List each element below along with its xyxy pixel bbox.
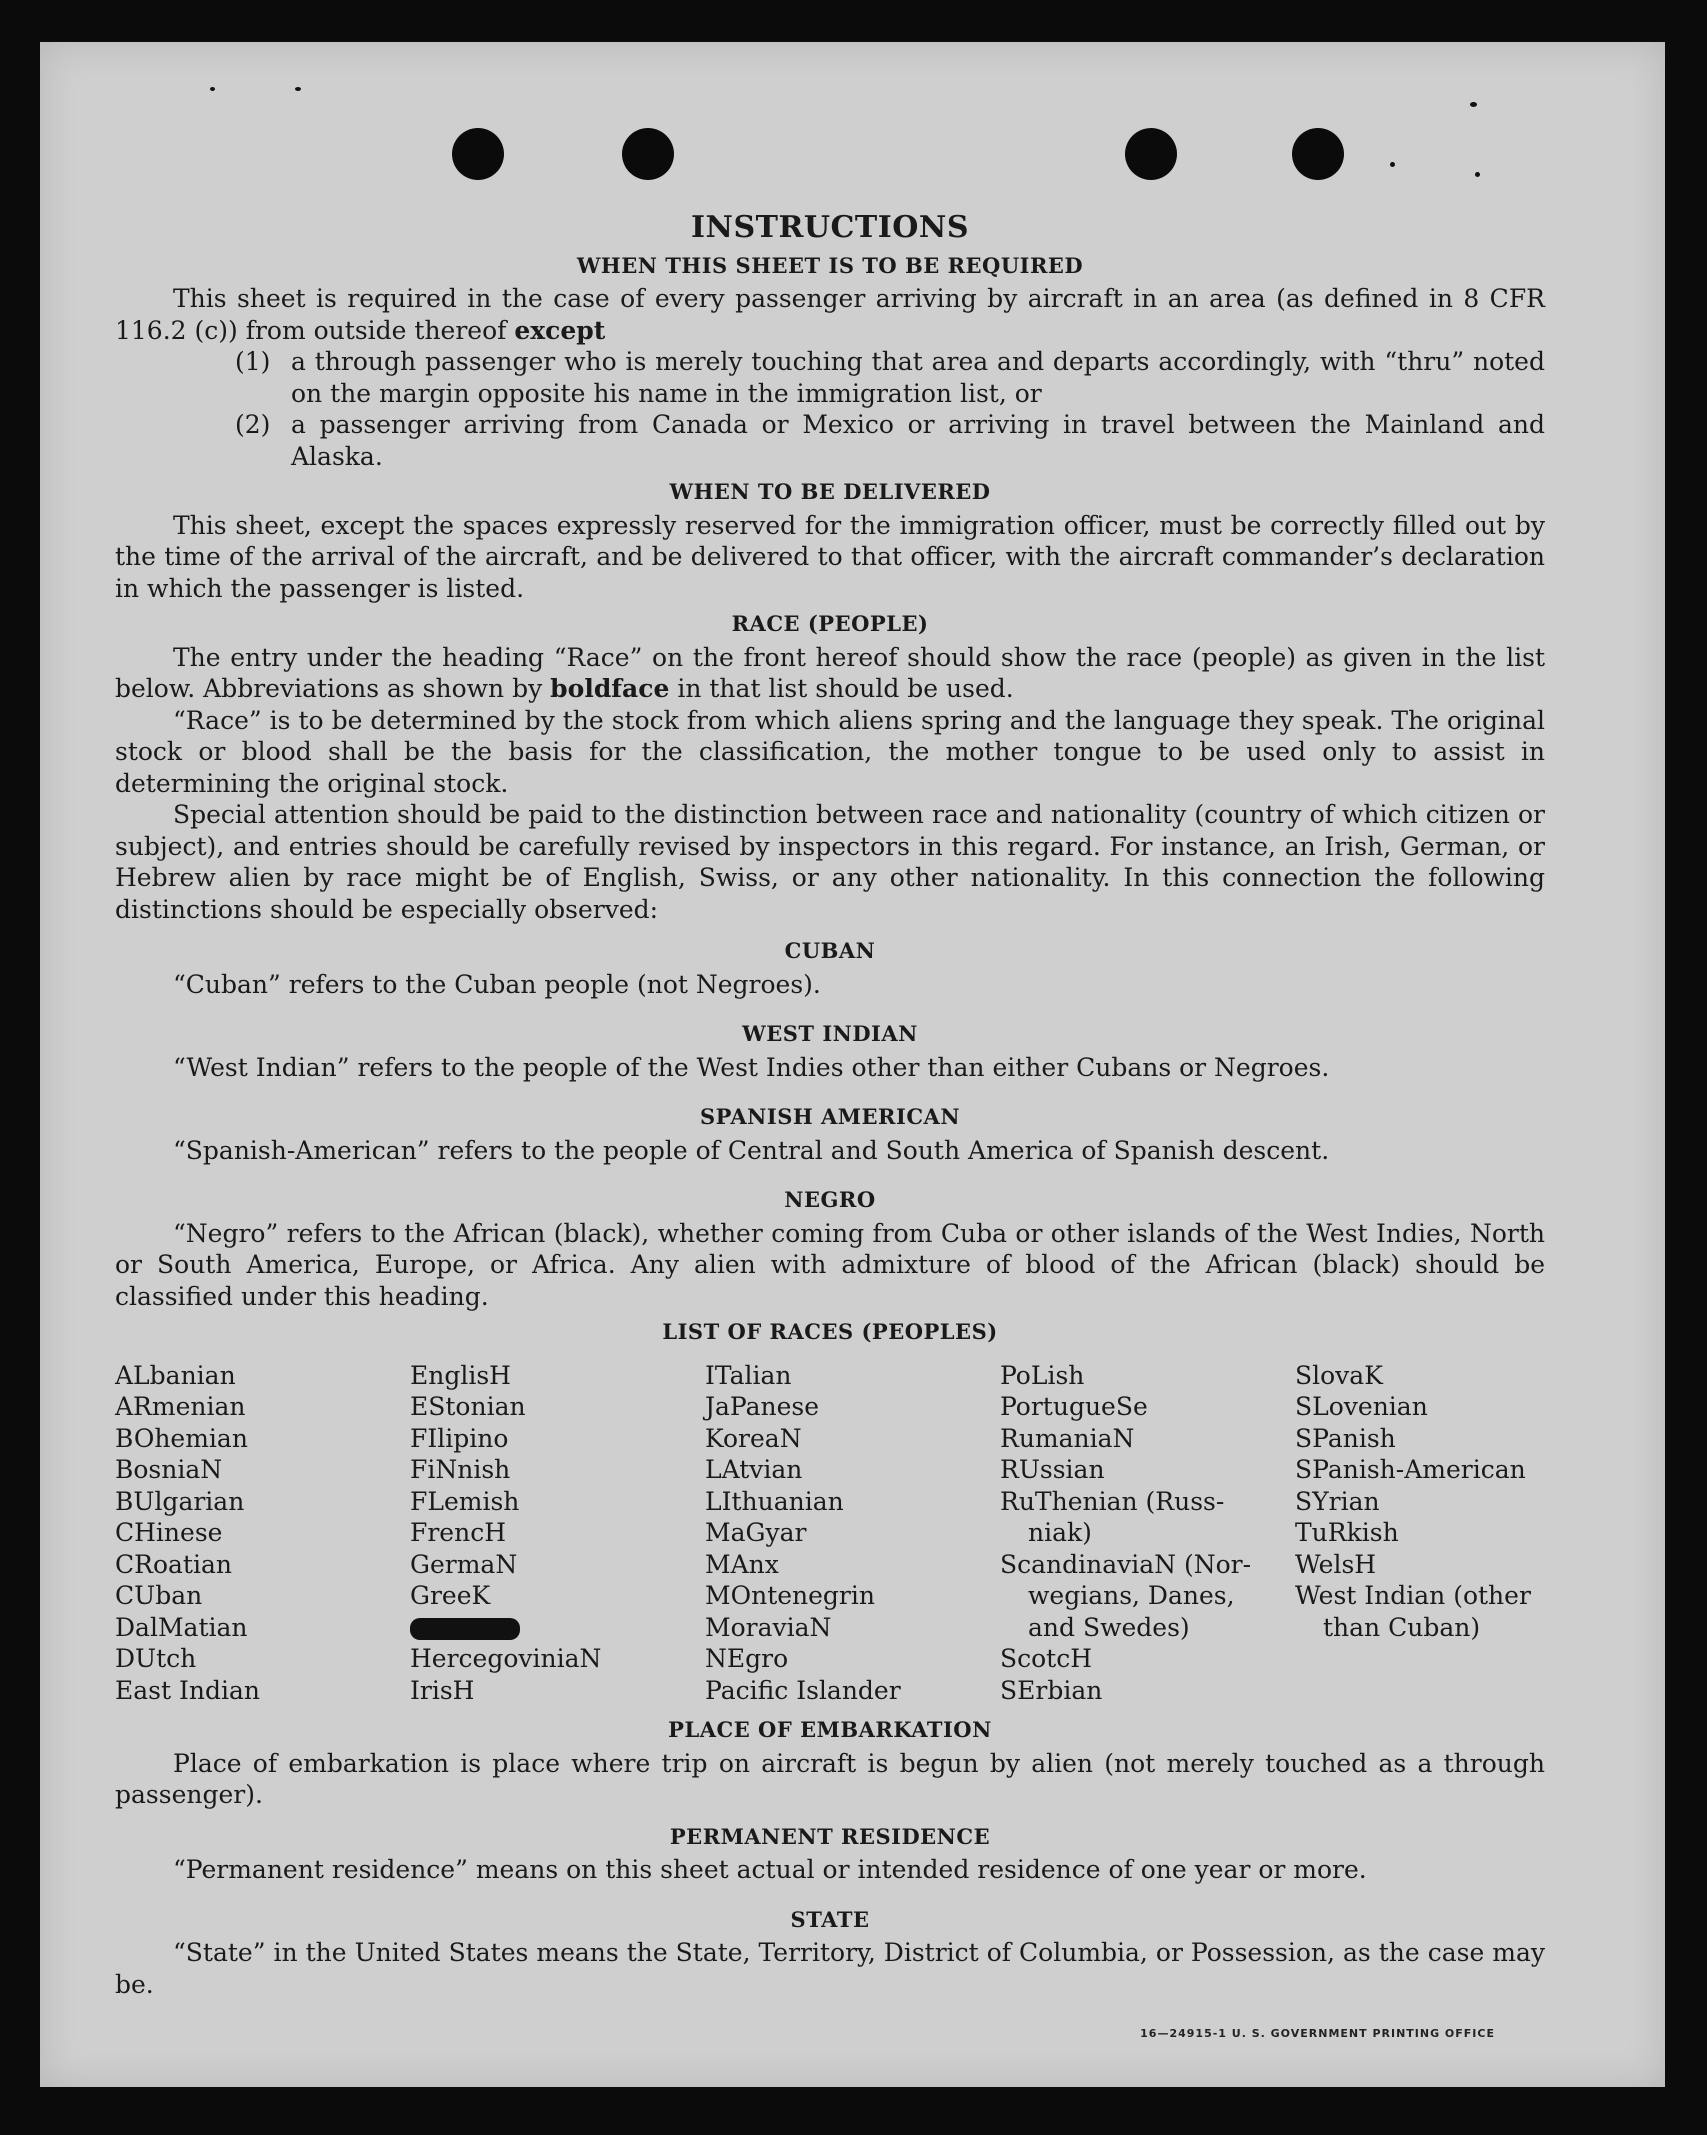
punch-hole [622, 128, 674, 180]
paragraph-when-delivered: This sheet, except the spaces expressly reserved for the immigration officer, must be correctly filled out by the time of the arrival of the aircraft, and be delivered to that officer, with the aircraft commander’s declaration in which the passenger is listed. [115, 510, 1545, 603]
race-item: SYrian [1295, 1486, 1380, 1516]
race-item: GermaN [410, 1549, 518, 1579]
race-item: LAtvian [705, 1455, 803, 1484]
paragraph-cuban: “Cuban” refers to the Cuban people (not Negroes). [173, 969, 821, 999]
redacted-entry [410, 1612, 705, 1644]
race-item: EnglisH [410, 1360, 511, 1390]
race-item: SPanish [1295, 1423, 1396, 1453]
exception-item-2: (2) a passenger arriving from Canada or Mexico or arriving in travel between the Mainland and Alaska. [235, 410, 1545, 471]
race-item: SLovenian [1295, 1392, 1428, 1421]
speck [210, 87, 215, 91]
paragraph-race-2: “Race” is to be determined by the stock from which aliens spring and the language they speak. The original stock or blood shall be the basis for the classification, the mother tongue to be used only to assist in determining the original stock. [115, 705, 1545, 798]
race-item: FiNnish [410, 1455, 511, 1484]
race-item: FIlipino [410, 1423, 509, 1453]
race-item: KoreaN [705, 1423, 802, 1453]
race-item: MOntenegrin [705, 1581, 875, 1610]
race-item: FLemish [410, 1486, 520, 1516]
race-list [115, 1360, 1545, 1707]
race-item: EStonian [410, 1392, 526, 1421]
paragraph-spanish-american: “Spanish-American” refers to the people of Central and South America of Spanish descent. [173, 1135, 1330, 1165]
race-item: BOhemian [115, 1423, 248, 1453]
race-item: HercegoviniaN [410, 1644, 602, 1673]
page-title: INSTRUCTIONS [691, 210, 969, 245]
exception-item-1: (1) a through passenger who is merely touching that area and departs accordingly, with “thru” noted on the margin opposite his name in the immigration list, or [235, 347, 1545, 408]
race-item: ITalian [705, 1360, 792, 1390]
race-item: DalMatian [115, 1612, 248, 1642]
race-item: CRoatian [115, 1549, 232, 1579]
race-item: PortugueSe [1000, 1392, 1148, 1421]
race-column-4 [1000, 1360, 1295, 1707]
race-item: East Indian [115, 1675, 260, 1705]
race-item-continuation: than Cuban) [1323, 1612, 1481, 1642]
heading-spanish-american: SPANISH AMERICAN [699, 1104, 961, 1129]
race-item: WelsH [1295, 1549, 1377, 1579]
race-item: MaGyar [705, 1518, 807, 1547]
race-item: PoLish [1000, 1360, 1085, 1390]
race-item: GreeK [410, 1581, 491, 1610]
heading-state: STATE [790, 1906, 870, 1932]
race-item: BosniaN [115, 1455, 223, 1484]
race-column-1 [115, 1360, 410, 1707]
race-item: MoraviaN [705, 1612, 832, 1642]
paragraph-embarkation: Place of embarkation is place where trip on aircraft is begun by alien (not merely touched as a through passenger). [115, 1748, 1545, 1809]
paragraph-permanent-residence: “Permanent residence” means on this sheet actual or intended residence of one year or more. [173, 1855, 1367, 1884]
punch-hole [1125, 128, 1177, 180]
heading-when-delivered: WHEN TO BE DELIVERED [669, 479, 991, 504]
race-item: FrencH [410, 1518, 506, 1547]
punch-hole [1292, 128, 1344, 180]
race-item: West Indian (other [1295, 1581, 1531, 1610]
heading-permanent-residence: PERMANENT RESIDENCE [669, 1823, 991, 1849]
race-item: CUban [115, 1581, 203, 1610]
race-item: IrisH [410, 1675, 475, 1705]
race-item: SlovaK [1295, 1360, 1383, 1390]
race-item: RuThenian (Russ- [1000, 1486, 1225, 1516]
race-item: ScotcH [1000, 1644, 1093, 1673]
race-item: DUtch [115, 1644, 197, 1673]
race-item-continuation: wegians, Danes, [1028, 1581, 1235, 1610]
speck [1475, 172, 1480, 177]
race-item: SErbian [1000, 1675, 1103, 1705]
heading-list-of-races: LIST OF RACES (PEOPLES) [662, 1319, 998, 1344]
race-item: RUssian [1000, 1455, 1105, 1484]
heading-negro: NEGRO [784, 1187, 876, 1212]
paragraph-when-required: This sheet is required in the case of every passenger arriving by aircraft in an area (as defined in 8 CFR 116.2 (c)) from outside thereof except [115, 284, 1545, 345]
instructions-body [115, 212, 1545, 2000]
race-item: ScandinaviaN (Nor- [1000, 1549, 1252, 1579]
race-item: Pacific Islander [705, 1675, 901, 1705]
paragraph-state: “State” in the United States means the State, Territory, District of Columbia, or Possession, as the case may be. [115, 1938, 1545, 1999]
race-item: BUlgarian [115, 1486, 245, 1516]
paragraph-race-3: Special attention should be paid to the distinction between race and nationality (country of which citizen or subject), and entries should be carefully revised by inspectors in this regard. For instance, an Irish, German, or Hebrew alien by race might be of English, Swiss, or any other nationality. In this connection the following distinctions should be especially observed: [115, 800, 1545, 924]
race-item: SPanish-American [1295, 1455, 1526, 1484]
race-item: RumaniaN [1000, 1423, 1135, 1453]
race-item: TuRkish [1295, 1518, 1399, 1547]
heading-embarkation: PLACE OF EMBARKATION [668, 1717, 992, 1742]
heading-when-required: WHEN THIS SHEET IS TO BE REQUIRED [576, 252, 1084, 278]
printing-office-code: 16—24915-1 U. S. GOVERNMENT PRINTING OFFICE [1140, 2027, 1495, 2040]
paragraph-negro: “Negro” refers to the African (black), whether coming from Cuba or other islands of the West Indies, North or South America, Europe, or Africa. Any alien with admixture of blood of the African (black) should be classified under this heading. [115, 1218, 1545, 1311]
race-item: NEgro [705, 1644, 789, 1673]
race-item-continuation: niak) [1028, 1518, 1092, 1547]
speck [1470, 102, 1477, 107]
race-column-5 [1295, 1360, 1545, 1707]
race-item: LIthuanian [705, 1486, 844, 1516]
race-item: CHinese [115, 1518, 223, 1547]
heading-race: RACE (PEOPLE) [731, 611, 929, 636]
race-item-continuation: and Swedes) [1028, 1612, 1190, 1642]
race-column-3 [705, 1360, 1000, 1707]
race-item: ARmenian [115, 1392, 246, 1421]
speck [1390, 162, 1395, 167]
race-item: JaPanese [705, 1392, 820, 1421]
speck [295, 87, 301, 91]
document-sheet [40, 42, 1665, 2087]
heading-west-indian: WEST INDIAN [742, 1021, 918, 1046]
punch-hole [452, 128, 504, 180]
race-item: ALbanian [115, 1360, 236, 1390]
race-item: MAnx [705, 1549, 779, 1579]
heading-cuban: CUBAN [784, 938, 876, 963]
paragraph-race-1: The entry under the heading “Race” on the front hereof should show the race (people) as given in the list below. Abbreviations as shown by boldface in that list should be used. [115, 642, 1545, 703]
race-column-2 [410, 1360, 705, 1707]
paragraph-west-indian: “West Indian” refers to the people of the West Indies other than either Cubans or Negroes. [173, 1052, 1330, 1082]
